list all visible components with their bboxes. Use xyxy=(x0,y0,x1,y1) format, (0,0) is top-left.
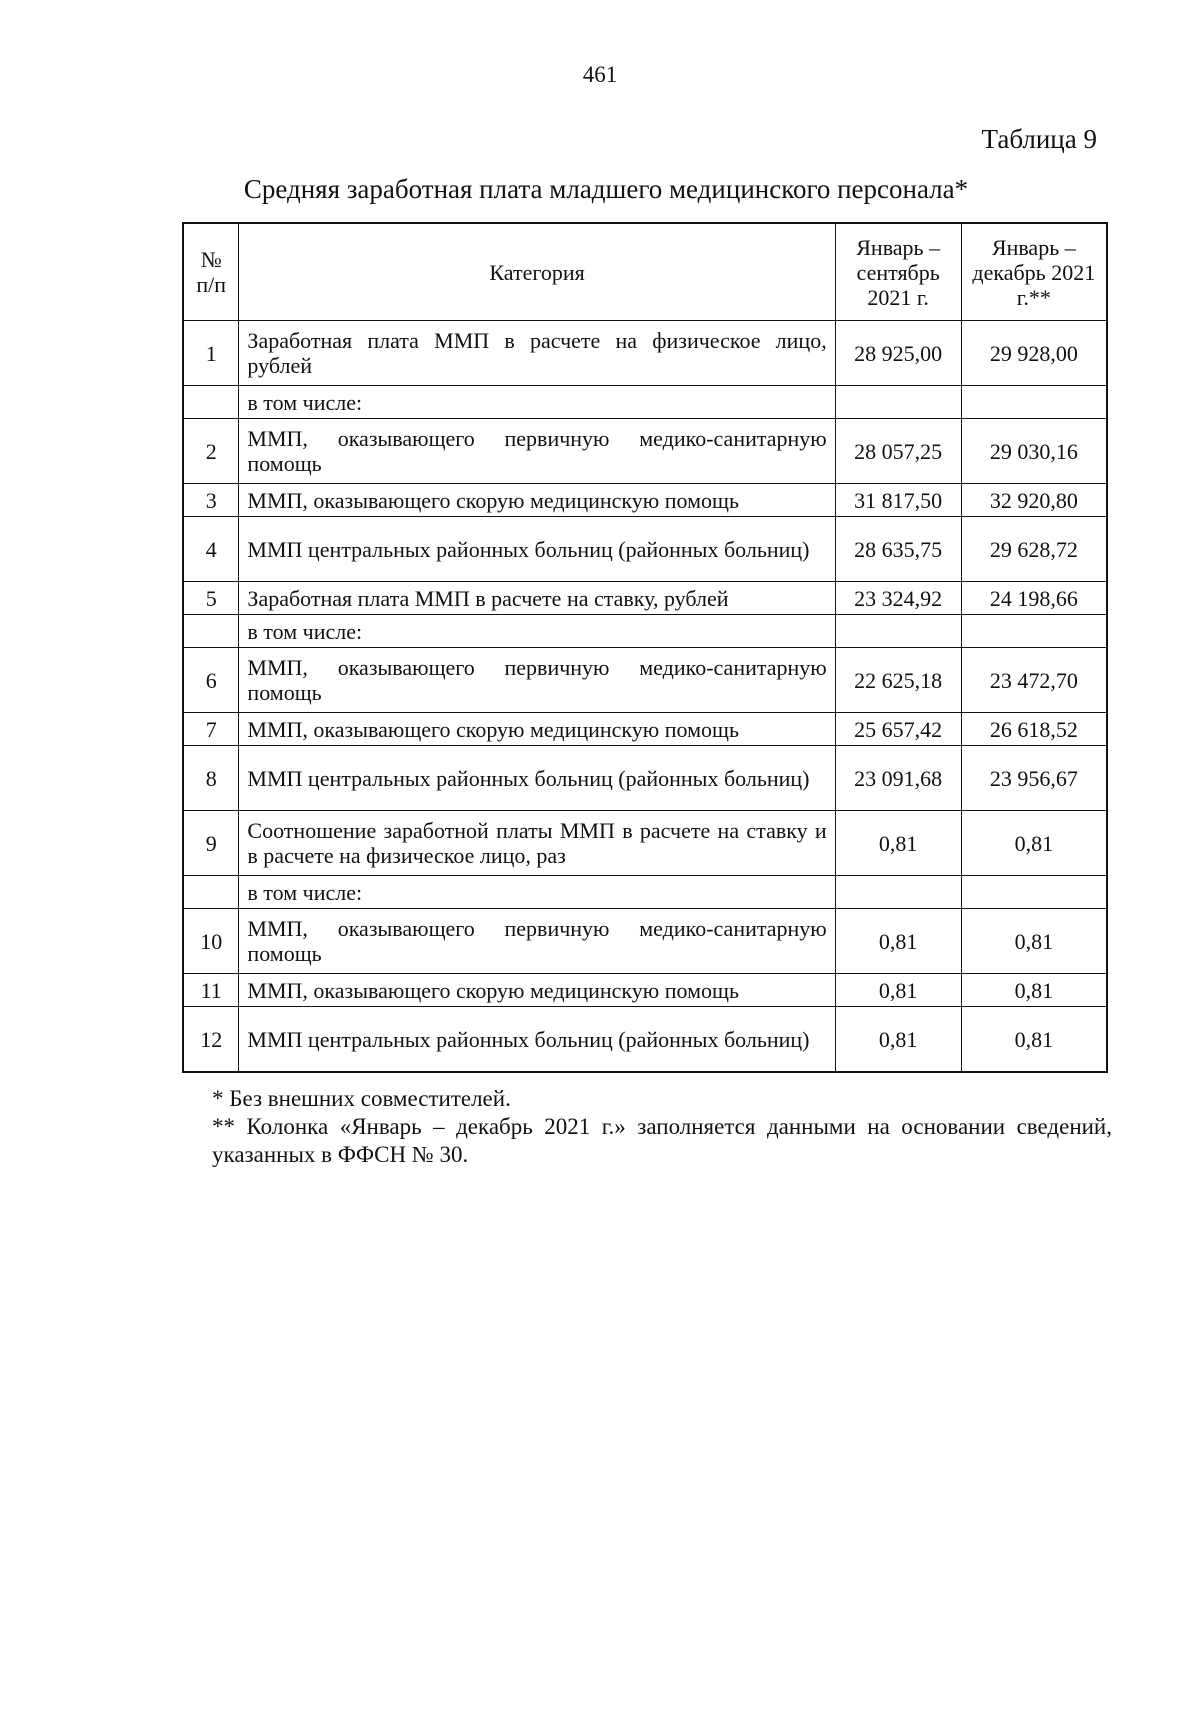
page-number: 461 xyxy=(582,62,618,87)
row-value-jan-sep: 0,81 xyxy=(835,909,961,974)
row-num xyxy=(183,876,239,909)
row-value-jan-sep xyxy=(835,615,961,648)
table-row xyxy=(183,746,1107,811)
row-value-jan-dec: 23 472,70 xyxy=(961,648,1107,713)
row-num: 10 xyxy=(183,909,239,974)
row-value-jan-sep: 28 635,75 xyxy=(835,517,961,582)
table-row xyxy=(183,974,1107,1007)
row-value-jan-dec: 26 618,52 xyxy=(961,713,1107,746)
row-category: ММП, оказывающего скорую медицинскую помощь xyxy=(239,974,835,1007)
row-category: в том числе: xyxy=(239,615,835,648)
header-jan-dec-2021: Январь – декабрь 2021 г.** xyxy=(961,223,1107,321)
salary-table xyxy=(182,222,1108,1073)
table-title: Средняя заработная плата младшего медицинского персонала* xyxy=(243,174,969,204)
row-value-jan-sep: 22 625,18 xyxy=(835,648,961,713)
row-value-jan-dec: 24 198,66 xyxy=(961,582,1107,615)
table-row xyxy=(183,484,1107,517)
row-value-jan-sep: 0,81 xyxy=(835,974,961,1007)
row-category: ММП центральных районных больниц (районных больниц) xyxy=(239,517,835,582)
row-value-jan-dec: 29 030,16 xyxy=(961,419,1107,484)
footnote-1: * Без внешних совместителей. xyxy=(212,1086,511,1111)
header-jan-sep-2021: Январь – сентябрь 2021 г. xyxy=(835,223,961,321)
row-value-jan-sep: 28 057,25 xyxy=(835,419,961,484)
row-category: Соотношение заработной платы ММП в расчете на ставку и в расчете на физическое лицо, раз xyxy=(239,811,835,876)
row-value-jan-dec: 32 920,80 xyxy=(961,484,1107,517)
table-row xyxy=(183,713,1107,746)
row-category: ММП, оказывающего первичную медико-санитарную помощь xyxy=(239,909,835,974)
table-row xyxy=(183,386,1107,419)
table-row xyxy=(183,811,1107,876)
row-value-jan-sep xyxy=(835,386,961,419)
row-value-jan-sep: 0,81 xyxy=(835,1007,961,1073)
row-num xyxy=(183,615,239,648)
row-num: 7 xyxy=(183,713,239,746)
row-category: Заработная плата ММП в расчете на физическое лицо, рублей xyxy=(239,321,835,386)
table-row xyxy=(183,615,1107,648)
row-num: 1 xyxy=(183,321,239,386)
row-category: в том числе: xyxy=(239,386,835,419)
row-num: 3 xyxy=(183,484,239,517)
row-num: 5 xyxy=(183,582,239,615)
table-row xyxy=(183,909,1107,974)
row-category: ММП центральных районных больниц (районных больниц) xyxy=(239,746,835,811)
row-value-jan-sep: 0,81 xyxy=(835,811,961,876)
row-value-jan-sep: 28 925,00 xyxy=(835,321,961,386)
row-num: 8 xyxy=(183,746,239,811)
table-row xyxy=(183,876,1107,909)
row-num: 11 xyxy=(183,974,239,1007)
header-category: Категория xyxy=(239,223,835,321)
row-value-jan-dec: 0,81 xyxy=(961,974,1107,1007)
row-category: Заработная плата ММП в расчете на ставку, рублей xyxy=(239,582,835,615)
row-num: 12 xyxy=(183,1007,239,1073)
row-value-jan-dec: 23 956,67 xyxy=(961,746,1107,811)
row-value-jan-dec xyxy=(961,386,1107,419)
row-category: ММП, оказывающего скорую медицинскую помощь xyxy=(239,484,835,517)
row-num: 2 xyxy=(183,419,239,484)
row-value-jan-dec: 29 628,72 xyxy=(961,517,1107,582)
row-category: ММП, оказывающего первичную медико-санитарную помощь xyxy=(239,648,835,713)
row-value-jan-dec: 0,81 xyxy=(961,1007,1107,1073)
row-value-jan-dec: 0,81 xyxy=(961,909,1107,974)
table-header-row xyxy=(183,223,1107,321)
row-num: 6 xyxy=(183,648,239,713)
row-category: ММП, оказывающего первичную медико-санитарную помощь xyxy=(239,419,835,484)
row-category: ММП центральных районных больниц (районных больниц) xyxy=(239,1007,835,1073)
table-label: Таблица 9 xyxy=(981,124,1097,154)
row-value-jan-dec xyxy=(961,876,1107,909)
row-num: 4 xyxy=(183,517,239,582)
row-value-jan-sep xyxy=(835,876,961,909)
table-row xyxy=(183,517,1107,582)
footnotes xyxy=(182,1085,1112,1169)
table-row xyxy=(183,1007,1107,1073)
table-row xyxy=(183,582,1107,615)
row-value-jan-sep: 25 657,42 xyxy=(835,713,961,746)
row-value-jan-dec xyxy=(961,615,1107,648)
table-row xyxy=(183,321,1107,386)
row-value-jan-sep: 23 091,68 xyxy=(835,746,961,811)
table-row xyxy=(183,419,1107,484)
row-value-jan-sep: 23 324,92 xyxy=(835,582,961,615)
header-num: № п/п xyxy=(183,223,239,321)
row-value-jan-dec: 29 928,00 xyxy=(961,321,1107,386)
row-value-jan-sep: 31 817,50 xyxy=(835,484,961,517)
row-category: в том числе: xyxy=(239,876,835,909)
row-num: 9 xyxy=(183,811,239,876)
table-row xyxy=(183,648,1107,713)
footnote-2: ** Колонка «Январь – декабрь 2021 г.» заполняется данными на основании сведений, указанных в ФФСН № 30. xyxy=(212,1114,1112,1167)
row-num xyxy=(183,386,239,419)
row-category: ММП, оказывающего скорую медицинскую помощь xyxy=(239,713,835,746)
row-value-jan-dec: 0,81 xyxy=(961,811,1107,876)
